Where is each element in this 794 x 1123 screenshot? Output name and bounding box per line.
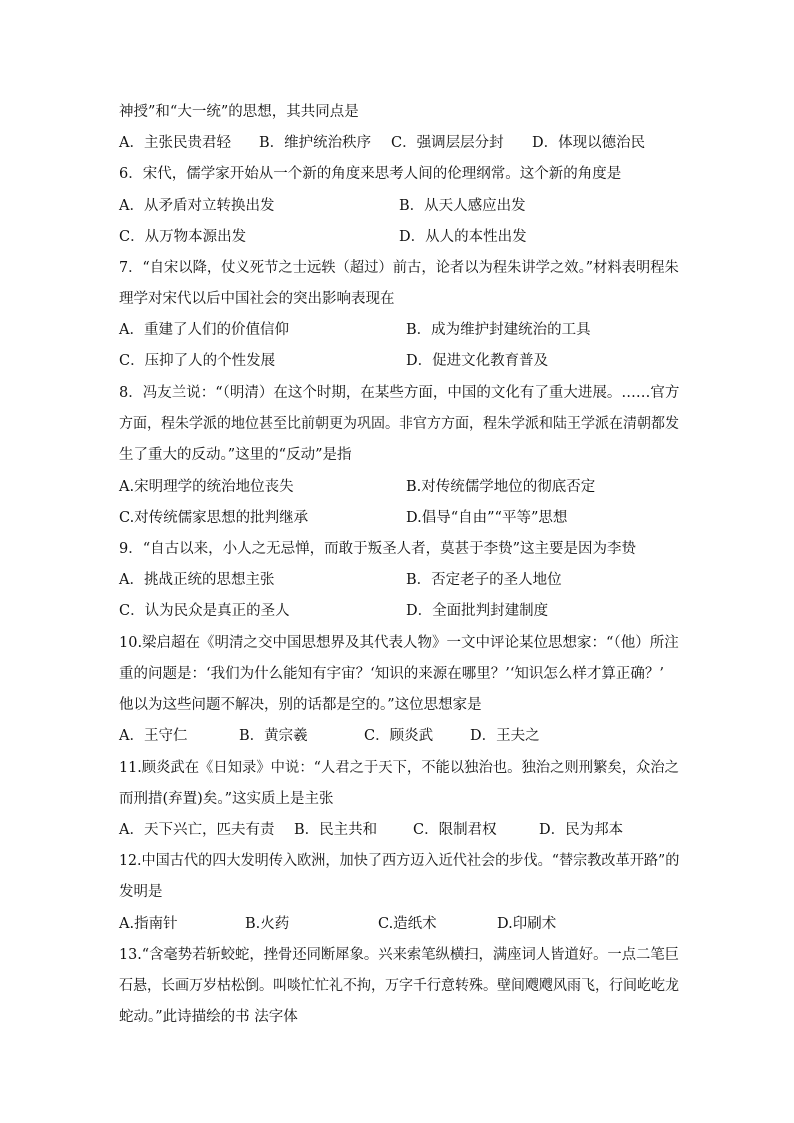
q7-option-b: B．成为维护封建统治的工具 xyxy=(406,322,591,338)
q7-option-a: A．重建了人们的价值信仰 xyxy=(119,322,289,338)
q6-option-b: B．从天人感应出发 xyxy=(399,198,526,214)
q9-options-row1 xyxy=(119,570,719,590)
q8-stem-line1: 8．冯友兰说：“（明清）在这个时期，在某些方面，中国的文化有了重大进展。……官方 xyxy=(119,385,680,401)
q12-stem-line2: 发明是 xyxy=(119,884,163,900)
q7-options-row2 xyxy=(119,351,719,371)
q5-option-c: C．强调层层分封 xyxy=(391,135,504,151)
q9-option-a: A．挑战正统的思想主张 xyxy=(119,572,275,588)
q6-option-a: A．从矛盾对立转换出发 xyxy=(119,198,275,214)
q7-option-d: D．促进文化教育普及 xyxy=(406,353,549,369)
q11-option-d: D．民为邦本 xyxy=(539,822,624,838)
q8-option-c: C.对传统儒家思想的批判继承 xyxy=(119,510,309,526)
q11-option-b: B．民主共和 xyxy=(294,822,378,838)
q8-stem-line2: 方面，程朱学派的地位甚至比前朝更为巩固。非官方方面，程朱学派和陆王学派在清朝都发 xyxy=(119,416,679,432)
q11-option-c: C．限制君权 xyxy=(413,822,497,838)
q5-option-b: B．维护统治秩序 xyxy=(259,135,372,151)
q12-stem-line1: 12.中国古代的四大发明传入欧洲，加快了西方迈入近代社会的步伐。“替宗教改革开路”的 xyxy=(119,853,680,869)
q10-stem-line3: 他以为这些问题不解决，别的话都是空的。”这位思想家是 xyxy=(119,697,482,713)
q11-option-a: A．天下兴亡，匹夫有责 xyxy=(119,822,275,838)
q8-stem-line3: 生了重大的反动。”这里的“反动”是指 xyxy=(119,447,352,463)
q6-stem: 6．宋代，儒学家开始从一个新的角度来思考人间的伦理纲常。这个新的角度是 xyxy=(119,166,622,182)
q11-options xyxy=(119,820,719,840)
q11-stem-line1: 11.顾炎武在《日知录》中说：“人君之于天下，不能以独治也。独治之则刑繁矣，众治之 xyxy=(119,760,680,776)
q7-option-c: C．压抑了人的个性发展 xyxy=(119,353,276,369)
q7-stem-line1: 7．“自宋以降，仗义死节之士远轶（超过）前古，论者以为程朱讲学之效。”材料表明程朱 xyxy=(119,260,679,276)
q9-option-c: C．认为民众是真正的圣人 xyxy=(119,603,290,619)
q12-option-d: D.印刷术 xyxy=(497,916,557,932)
q9-option-d: D．全面批判封建制度 xyxy=(406,603,549,619)
q8-options-row1 xyxy=(119,477,719,497)
q5-options xyxy=(119,133,719,153)
q7-options-row1 xyxy=(119,320,719,340)
q13-stem-line1: 13.“含毫势若斩蛟蛇，挫骨还同断犀象。兴来索笔纵横扫，满座词人皆道好。一点二笔巨 xyxy=(119,947,680,963)
q13-stem-line2: 石悬，长画万岁枯松倒。叫啖忙忙礼不拘，万字千行意转殊。壁间飕飕风雨飞，行间屹屹龙 xyxy=(119,978,679,994)
q12-option-c: C.造纸术 xyxy=(378,916,437,932)
q12-option-a: A.指南针 xyxy=(119,916,178,932)
q8-options-row2 xyxy=(119,508,719,528)
q12-option-b: B.火药 xyxy=(245,916,290,932)
q6-options-row1 xyxy=(119,196,719,216)
q5-stem-continuation: 神授”和“大一统”的思想，其共同点是 xyxy=(119,104,359,120)
q9-option-b: B．否定老子的圣人地位 xyxy=(406,572,562,588)
q8-option-b: B.对传统儒学地位的彻底否定 xyxy=(406,479,596,495)
q6-options-row2 xyxy=(119,227,719,247)
q5-option-a: A．主张民贵君轻 xyxy=(119,135,231,151)
q10-options xyxy=(119,726,719,746)
q9-options-row2 xyxy=(119,601,719,621)
q9-stem: 9．“自古以来，小人之无忌惮，而敢于叛圣人者，莫甚于李贽”这主要是因为李贽 xyxy=(119,541,637,557)
q10-stem-line2: 重的问题是：‘我们为什么能知有宇宙？‘知识的来源在哪里？’‘知识怎么样才算正确？’ xyxy=(119,666,665,682)
q11-stem-line2: 而刑措(弃置)矣。”这实质上是主张 xyxy=(119,791,334,807)
q10-stem-line1: 10.梁启超在《明清之交中国思想界及其代表人物》一文中评论某位思想家：“（他）所注 xyxy=(119,635,679,651)
q7-stem-line2: 理学对宋代以后中国社会的突出影响表现在 xyxy=(119,291,395,307)
q6-option-c: C．从万物本源出发 xyxy=(119,229,247,245)
q13-stem-line3: 蛇动。”此诗描绘的书 法字体 xyxy=(119,1009,298,1025)
q8-option-a: A.宋明理学的统治地位丧失 xyxy=(119,479,294,495)
q10-option-b: B．黄宗羲 xyxy=(239,728,308,744)
q10-option-d: D．王夫之 xyxy=(470,728,540,744)
q5-option-d: D．体现以德治民 xyxy=(532,135,646,151)
q10-option-a: A．王守仁 xyxy=(119,728,188,744)
q8-option-d: D.倡导“自由”“平等”思想 xyxy=(406,510,568,526)
q12-options xyxy=(119,914,719,934)
q6-option-d: D．从人的本性出发 xyxy=(399,229,527,245)
q10-option-c: C．顾炎武 xyxy=(364,728,434,744)
